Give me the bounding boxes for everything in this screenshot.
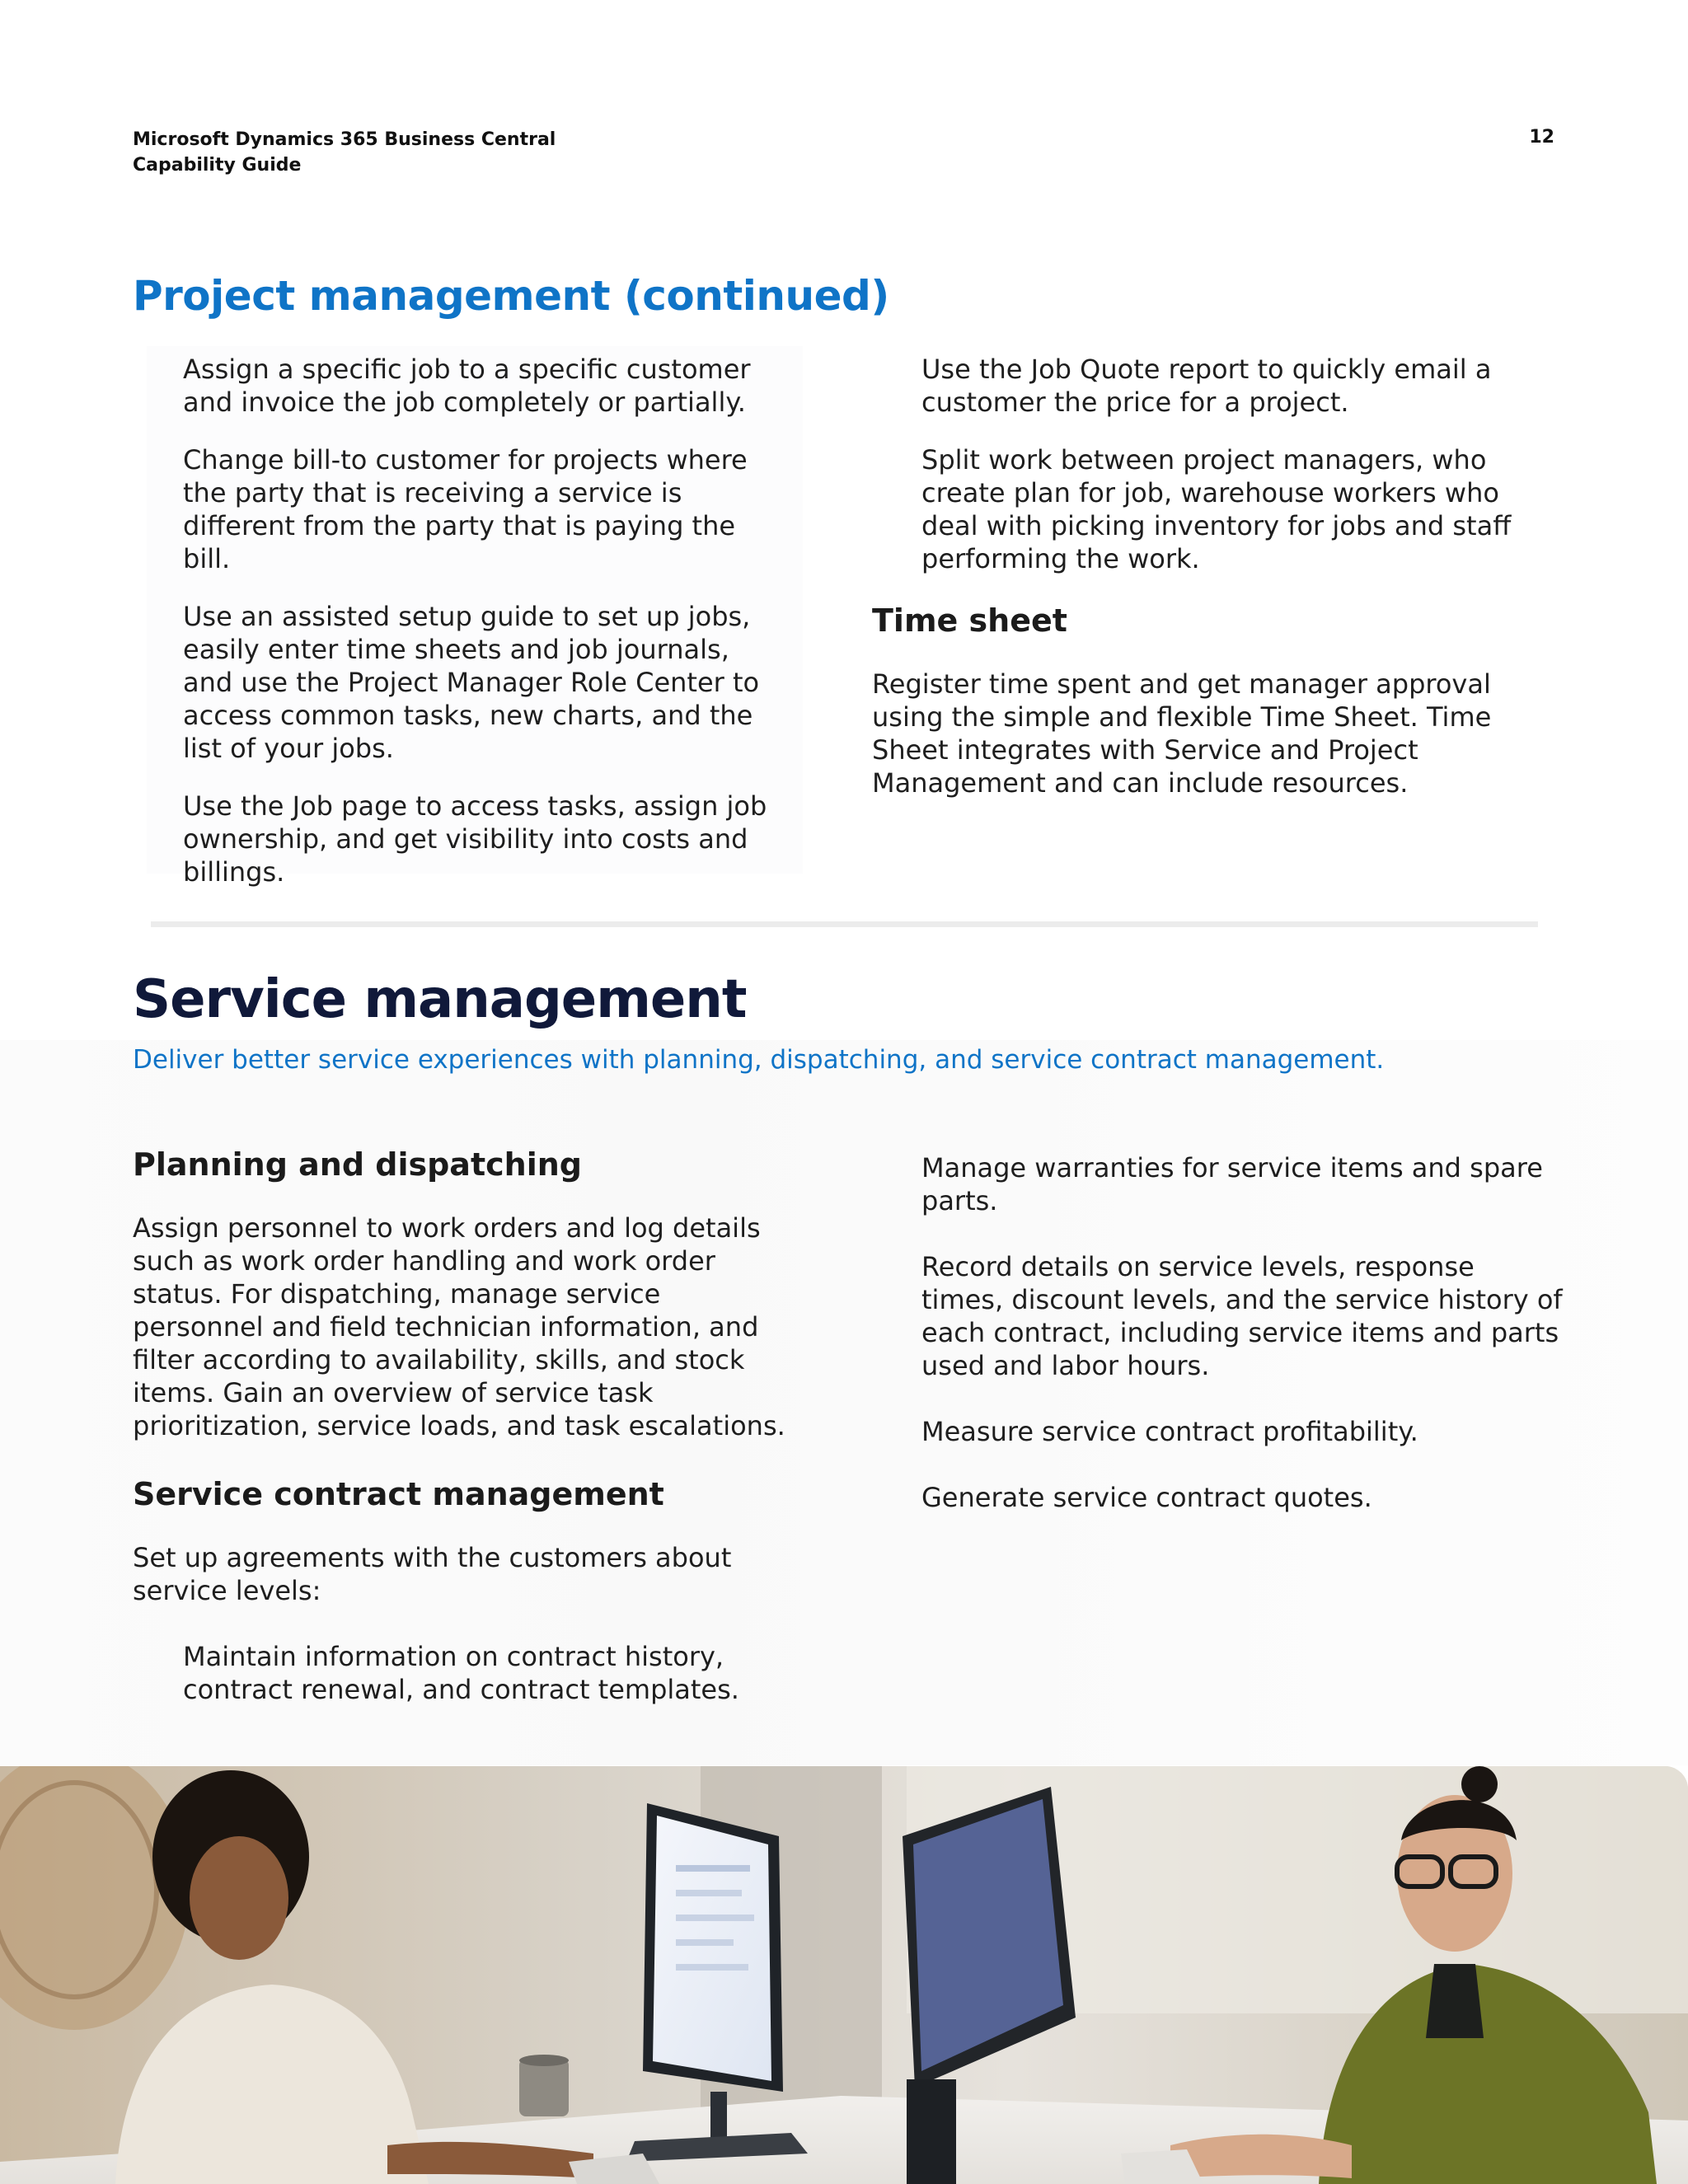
document-title: Microsoft Dynamics 365 Business Central [133,129,556,150]
section-divider [151,921,1538,927]
office-photo [0,1766,1688,2184]
time-sheet-heading: Time sheet [872,602,1067,639]
planning-heading: Planning and dispatching [133,1146,582,1183]
contract-item: Maintain information on contract history, contract renewal, and contract templates. [183,1641,739,1705]
sm-item: Manage warranties for service items and spare parts. [921,1152,1543,1216]
pm-item: Split work between project managers, who create plan for job, warehouse workers who deal with picking inventory for jobs and staff performing the work. [921,444,1512,574]
project-management-title: Project management (continued) [133,272,889,320]
pm-item: Change bill-to customer for projects where the party that is receiving a service is different from the party that is paying the bill. [183,444,748,574]
planning-body: Assign personnel to work orders and log details such as work order handling and work order status. For dispatching, manage service personnel and field technician information, and filter according to availability, skills, and stock items. Gain an overview of service task prioritization, service loads, and task escalations. [133,1212,785,1441]
project-management-left-column [183,353,776,913]
document-subtitle: Capability Guide [133,155,302,176]
contract-heading: Service contract management [133,1476,664,1512]
pm-item: Assign a specific job to a specific customer and invoice the job completely or partially. [183,354,751,418]
service-management-title: Service management [133,969,747,1030]
time-sheet-section [872,602,1523,824]
project-management-right-column [921,353,1531,600]
pm-item: Use the Job page to access tasks, assign job ownership, and get visibility into costs and billings. [183,790,767,888]
page-number: 12 [1529,127,1554,148]
service-management-left-column [133,1146,792,1739]
service-management-right-column [921,1151,1564,1547]
document-header [133,127,556,178]
contract-body: Set up agreements with the customers about service levels: [133,1542,732,1606]
sm-item: Generate service contract quotes. [921,1482,1372,1513]
service-management-tagline: Deliver better service experiences with planning, dispatching, and service contract management. [133,1045,1385,1075]
time-sheet-body: Register time spent and get manager approval using the simple and flexible Time Sheet. Time Sheet integrates with Service and Project Management and can include resources. [872,668,1492,799]
sm-item: Record details on service levels, response times, discount levels, and the service history of each contract, including service items and parts used and labor hours. [921,1251,1563,1381]
pm-item: Use an assisted setup guide to set up jobs, easily enter time sheets and job journals, and use the Project Manager Role Center to access common tasks, new charts, and the list of your jobs. [183,601,760,764]
pm-item: Use the Job Quote report to quickly email a customer the price for a project. [921,354,1492,418]
sm-item: Measure service contract profitability. [921,1416,1418,1447]
